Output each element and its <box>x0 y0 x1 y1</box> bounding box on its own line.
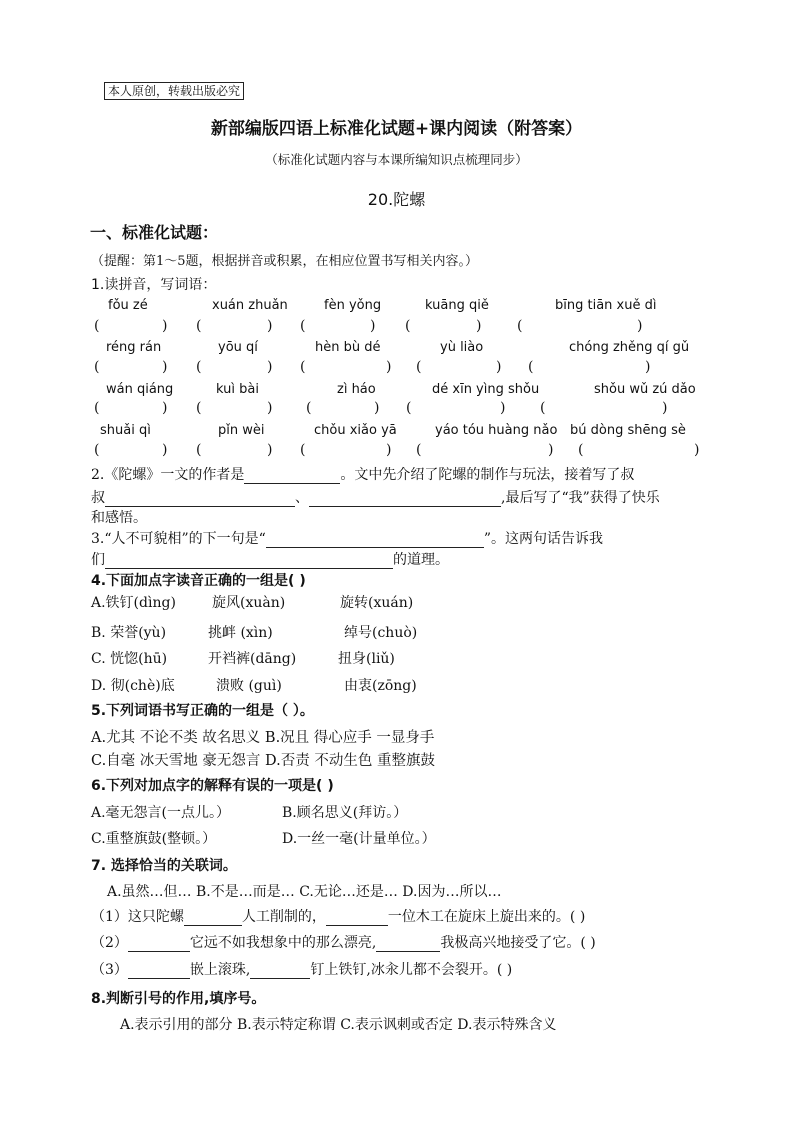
q4-option: 溃败 (guì) <box>216 678 282 694</box>
q7-options: A.虽然…但… B.不是…而是… C.无论…还是… D.因为…所以… <box>107 884 502 900</box>
pinyin-item: xuán zhuǎn <box>212 298 288 313</box>
q7-text: 钉上铁钉,冰汆儿都不会裂开。( ) <box>310 962 513 978</box>
q4-option: B. 荣誉(yù) <box>91 625 167 641</box>
q4-option-row <box>90 592 710 610</box>
pinyin-item: yáo tóu huàng nǎo <box>435 423 558 438</box>
pinyin-item: kuāng qiě <box>425 298 489 313</box>
lesson-title: 20.陀螺 <box>367 190 426 209</box>
pinyin-row <box>90 298 710 318</box>
q4-option: D. 彻(chè)底 <box>91 678 175 694</box>
q3-text: 们 <box>91 552 105 568</box>
pinyin-item: yōu qí <box>218 340 258 355</box>
q4-option: 扭身(liǔ) <box>338 651 395 667</box>
pinyin-item: fèn yǒng <box>324 298 382 313</box>
q7-text: 人工削制的， <box>241 909 326 925</box>
pinyin-item: yù liào <box>440 340 484 355</box>
q3-text: 3.“人不可貌相”的下一句是“ <box>91 531 266 547</box>
q7-sentence-1 <box>91 906 585 926</box>
answer-blank[interactable] <box>128 964 190 979</box>
q7-sentence-3 <box>91 959 512 979</box>
answer-blank[interactable] <box>326 911 388 926</box>
q2-text: 、 <box>295 490 309 506</box>
pinyin-item: shǒu wǔ zú dǎo <box>594 382 696 397</box>
q8-options: A.表示引用的部分 B.表示特定称谓 C.表示讽刺或否定 D.表示特殊含义 <box>120 1017 557 1033</box>
pinyin-item: chǒu xiǎo yā <box>314 423 397 438</box>
q4-option: 挑衅 (xìn) <box>208 625 273 641</box>
q4-option: 绰号(chuò) <box>344 625 418 641</box>
q6-option: B.顾名思义(拜访。） <box>282 805 408 821</box>
q4-option-row <box>90 622 710 640</box>
q2-text: 2.《陀螺》一文的作者是 <box>91 467 245 483</box>
pinyin-item: wán qiáng <box>106 382 174 397</box>
q6-option: A.毫无怨言(一点儿。） <box>91 805 231 821</box>
q2-text: 叔 <box>91 490 105 506</box>
q7-text: 我极高兴地接受了它。( ) <box>440 935 596 951</box>
answer-blank[interactable] <box>128 937 190 952</box>
pinyin-row <box>90 340 710 360</box>
answer-brackets: ( ) ( ) ( ) ( ) ( ) <box>94 318 643 334</box>
pinyin-item: fǒu zé <box>108 298 148 313</box>
section-heading: 一、标准化试题： <box>90 223 219 242</box>
pinyin-item: pǐn wèi <box>218 423 265 438</box>
q2-text: 。文中先介绍了陀螺的制作与玩法，接着写了叔 <box>340 467 635 483</box>
question-4: 4.下面加点字读音正确的一组是( ) <box>91 573 306 589</box>
pinyin-row <box>90 382 710 402</box>
pinyin-item: kuì bài <box>216 382 259 397</box>
q3-text: ”。这两句话告诉我 <box>483 531 604 547</box>
question-3 <box>91 528 603 548</box>
q4-option: 开裆裤(dāng) <box>208 651 297 667</box>
question-7: 7. 选择恰当的关联词。 <box>91 858 237 874</box>
question-8: 8.判断引号的作用,填序号。 <box>91 991 266 1007</box>
answer-blank[interactable] <box>244 469 340 484</box>
answer-blank[interactable] <box>105 492 295 507</box>
q4-option-row <box>90 648 710 666</box>
question-3-cont <box>91 549 449 569</box>
q6-option: C.重整旗鼓(整顿。） <box>91 831 217 847</box>
pinyin-item: réng rán <box>106 340 162 355</box>
q7-sentence-2 <box>91 932 596 952</box>
q6-option: D.一丝一毫(计量单位。） <box>282 831 436 847</box>
question-1: 1.读拼音，写词语： <box>91 277 217 293</box>
page-subtitle: （标准化试题内容与本课所编知识点梳理同步） <box>265 152 528 167</box>
answer-blank[interactable] <box>250 964 310 979</box>
q7-text: 嵌上滚珠, <box>189 962 251 978</box>
pinyin-item: shuǎi qì <box>100 423 151 438</box>
pinyin-item: chóng zhěng qí gǔ <box>569 340 690 355</box>
q4-option: 由衷(zōng) <box>344 678 417 694</box>
pinyin-item: dé xīn yìng shǒu <box>432 382 540 397</box>
pinyin-item: zì háo <box>337 382 376 397</box>
answer-brackets: ( ) ( ) ( ) ( ) ( ) <box>94 359 651 375</box>
answer-blank[interactable] <box>266 533 484 548</box>
q4-option: 旋转(xuán) <box>340 595 414 611</box>
answer-blank[interactable] <box>184 911 242 926</box>
answer-blank[interactable] <box>309 492 501 507</box>
q4-option: 旋风(xuàn) <box>212 595 286 611</box>
answer-blank[interactable] <box>376 937 440 952</box>
pinyin-item: hèn bù dé <box>315 340 381 355</box>
q5-options-line: A.尤其 不论不类 故名思义 B.况且 得心应手 一显身手 <box>91 730 435 746</box>
page-title: 新部编版四语上标准化试题+课内阅读（附答案） <box>210 119 583 139</box>
q4-option-row <box>90 675 710 693</box>
q2-end: 和感悟。 <box>91 510 147 526</box>
answer-brackets: ( ) ( ) ( ) ( ) ( ) <box>94 442 700 458</box>
question-5: 5.下列词语书写正确的一组是（ ）。 <box>91 703 314 719</box>
q4-option: A.铁钉(dìng) <box>91 595 176 611</box>
question-2-cont <box>91 487 660 507</box>
pinyin-item: bú dòng shēng sè <box>570 423 686 438</box>
q7-text: 一位木工在旋床上旋出来的。( ) <box>387 909 586 925</box>
reminder-note: （提醒：第1～5题，根据拼音或积累，在相应位置书写相关内容。） <box>91 254 479 269</box>
q3-text: 的道理。 <box>393 552 449 568</box>
question-6: 6.下列对加点字的解释有误的一项是( ) <box>91 778 334 794</box>
question-2 <box>91 464 634 484</box>
q7-text: （2） <box>91 935 128 951</box>
q7-text: （1）这只陀螺 <box>91 909 184 925</box>
answer-brackets: ( ) ( ) ( ) ( ) ( ) <box>94 400 668 416</box>
pinyin-row <box>90 423 710 443</box>
q7-text: 它远不如我想象中的那么漂亮, <box>189 935 377 951</box>
q5-options-line: C.自毫 冰天雪地 豪无怨言 D.否责 不动生色 重整旗鼓 <box>91 753 435 769</box>
q4-option: C. 恍惚(hū) <box>91 651 168 667</box>
pinyin-item: bīng tiān xuě dì <box>555 298 657 313</box>
answer-blank[interactable] <box>105 554 393 569</box>
q2-text: ,最后写了“我”获得了快乐 <box>501 490 660 506</box>
copyright-stamp: 本人原创，转载出版必究 <box>104 82 244 100</box>
q7-text: （3） <box>91 962 128 978</box>
